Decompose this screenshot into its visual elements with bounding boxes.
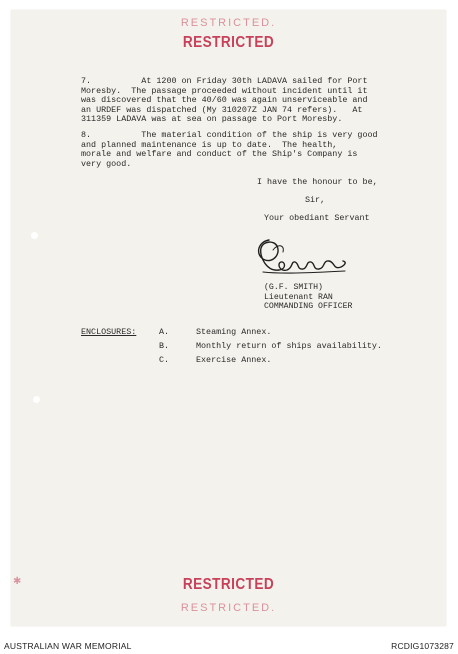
signature-block bbox=[264, 283, 352, 312]
enclosure-item bbox=[159, 327, 271, 337]
footer-id: RCDIG1073287 bbox=[391, 641, 454, 651]
enclosure-item bbox=[159, 341, 382, 351]
punch-hole bbox=[33, 396, 40, 403]
enclosure-item bbox=[159, 355, 271, 365]
signatory-rank: Lieutenant RAN bbox=[264, 292, 333, 302]
ink-mark: ✱ bbox=[13, 576, 22, 587]
footer-source: AUSTRALIAN WAR MEMORIAL bbox=[4, 641, 132, 651]
enclosures-label: ENCLOSURES: bbox=[81, 327, 137, 337]
document-page bbox=[11, 10, 446, 626]
paragraph-7: 7. At 1200 on Friday 30th LADAVA sailed for Port Moresby. The passage proceeded without incident until it was discovered that the 40/60 was again unserviceable and an URDEF was dispatched (My 310207Z JAN 74 refers). At 311359 LADAVA was at sea on passage to Port Moresby. bbox=[81, 76, 368, 125]
enclosure-letter: B. bbox=[159, 341, 170, 351]
restricted-stamp-faint-bottom: RESTRICTED. bbox=[180, 602, 277, 614]
restricted-stamp-bottom: RESTRICTED bbox=[182, 576, 275, 593]
restricted-stamp-faint-top: RESTRICTED. bbox=[180, 17, 277, 29]
enclosure-text: Monthly return of ships availability. bbox=[196, 341, 382, 351]
paragraph-8: 8. The material condition of the ship is very good and planned maintenance is up to date. The health, morale and welfare and conduct of the Ship's Company is very good. bbox=[81, 130, 378, 169]
enclosure-letter: A. bbox=[159, 327, 170, 337]
handwritten-signature bbox=[251, 232, 351, 278]
enclosure-letter: C. bbox=[159, 355, 170, 365]
signatory-name: (G.F. SMITH) bbox=[264, 283, 323, 292]
restricted-stamp-top: RESTRICTED bbox=[182, 34, 275, 51]
punch-hole bbox=[31, 232, 38, 239]
enclosure-text: Steaming Annex. bbox=[196, 327, 272, 337]
enclosure-text: Exercise Annex. bbox=[196, 355, 272, 365]
closing-servant: Your obediant Servant bbox=[264, 213, 370, 223]
closing-honour: I have the honour to be, bbox=[257, 177, 378, 187]
closing-salutation: Sir, bbox=[305, 195, 326, 205]
signatory-role: COMMANDING OFFICER bbox=[264, 302, 353, 312]
